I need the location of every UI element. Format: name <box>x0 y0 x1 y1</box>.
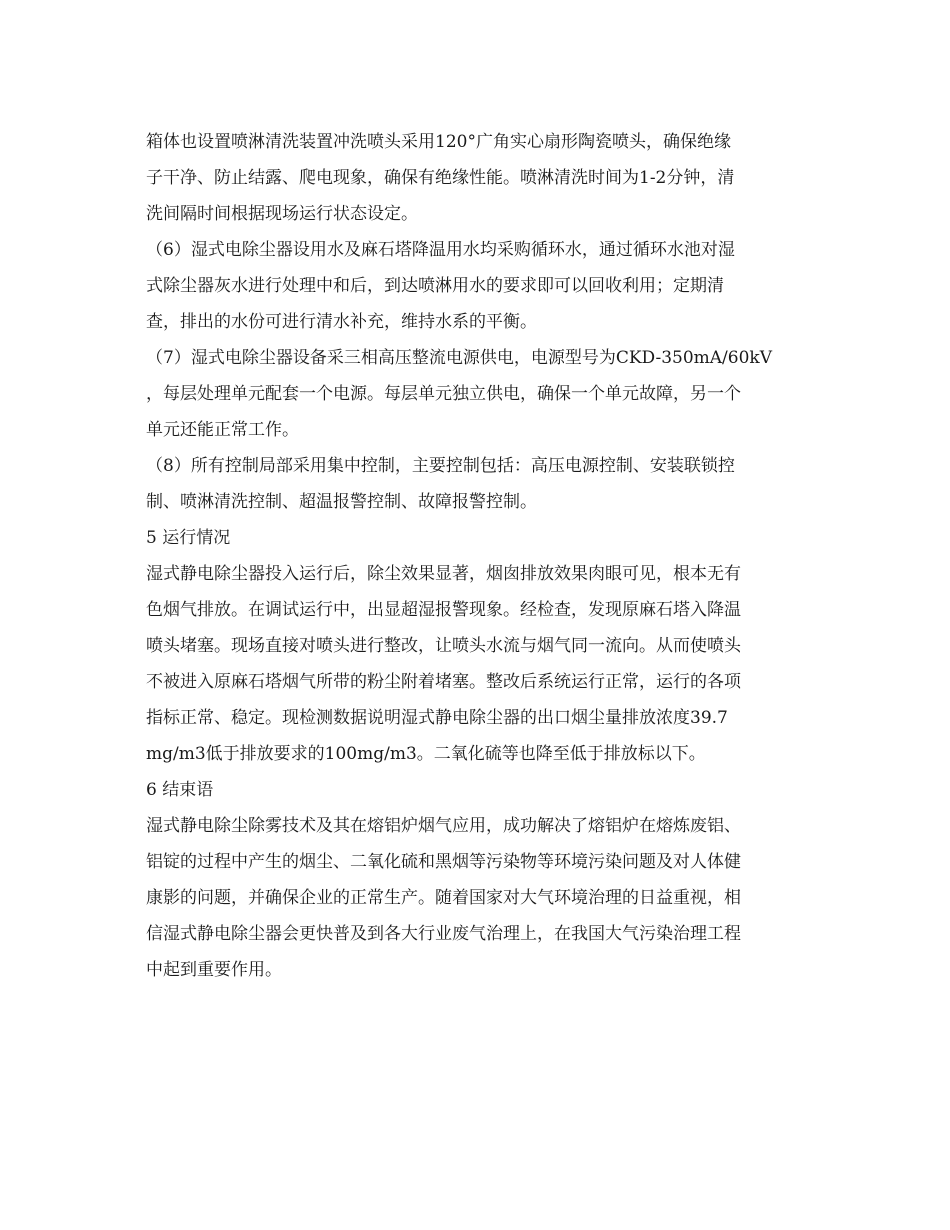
text-line: 子干净、防止结露、爬电现象，确保有绝缘性能。喷淋清洗时间为1-2分钟，清 <box>146 168 735 188</box>
section-heading: 6 结束语 <box>146 780 214 800</box>
text-line: （8）所有控制局部采用集中控制，主要控制包括：高压电源控制、安装联锁控 <box>146 456 735 476</box>
text-line: 洗间隔时间根据现场运行状态设定。 <box>146 204 418 224</box>
text-line: 箱体也设置喷淋清洗装置冲洗喷头采用120°广角实心扇形陶瓷喷头，确保绝缘 <box>146 132 731 152</box>
text-line: 不被进入原麻石塔烟气所带的粉尘附着堵塞。整改后系统运行正常，运行的各项 <box>146 672 741 692</box>
text-line: 信湿式静电除尘器会更快普及到各大行业废气治理上，在我国大气污染治理工程 <box>146 924 741 944</box>
section-heading: 5 运行情况 <box>146 528 231 548</box>
text-line: 查，排出的水份可进行清水补充，维持水系的平衡。 <box>146 312 537 332</box>
text-line: 喷头堵塞。现场直接对喷头进行整改，让喷头水流与烟气同一流向。从而使喷头 <box>146 636 741 656</box>
document-body <box>146 124 806 988</box>
text-line: ，每层处理单元配套一个电源。每层单元独立供电，确保一个单元故障，另一个 <box>146 384 741 404</box>
text-line: 制、喷淋清洗控制、超温报警控制、故障报警控制。 <box>146 492 537 512</box>
text-line: 康影的问题，并确保企业的正常生产。随着国家对大气环境治理的日益重视，相 <box>146 888 741 908</box>
text-line: 湿式静电除尘除雾技术及其在熔铝炉烟气应用，成功解决了熔铝炉在熔炼废铝、 <box>146 816 741 836</box>
text-line: 中起到重要作用。 <box>146 960 282 980</box>
text-line: 铝锭的过程中产生的烟尘、二氧化硫和黑烟等污染物等环境污染问题及对人体健 <box>146 852 741 872</box>
text-line: 单元还能正常工作。 <box>146 420 299 440</box>
text-line: （6）湿式电除尘器设用水及麻石塔降温用水均采购循环水，通过循环水池对湿 <box>146 240 735 260</box>
text-line: 湿式静电除尘器投入运行后，除尘效果显著，烟囱排放效果肉眼可见，根本无有 <box>146 564 741 584</box>
text-line: 指标正常、稳定。现检测数据说明湿式静电除尘器的出口烟尘量排放浓度39.7 <box>146 708 728 728</box>
text-line: （7）湿式电除尘器设备采三相高压整流电源供电，电源型号为CKD-350mA/60kV <box>146 348 772 368</box>
text-line: 色烟气排放。在调试运行中，出显超湿报警现象。经检查，发现原麻石塔入降温 <box>146 600 741 620</box>
text-line: 式除尘器灰水进行处理中和后，到达喷淋用水的要求即可以回收利用；定期清 <box>146 276 724 296</box>
text-line: mg/m3低于排放要求的100mg/m3。二氧化硫等也降至低于排放标以下。 <box>146 744 706 764</box>
